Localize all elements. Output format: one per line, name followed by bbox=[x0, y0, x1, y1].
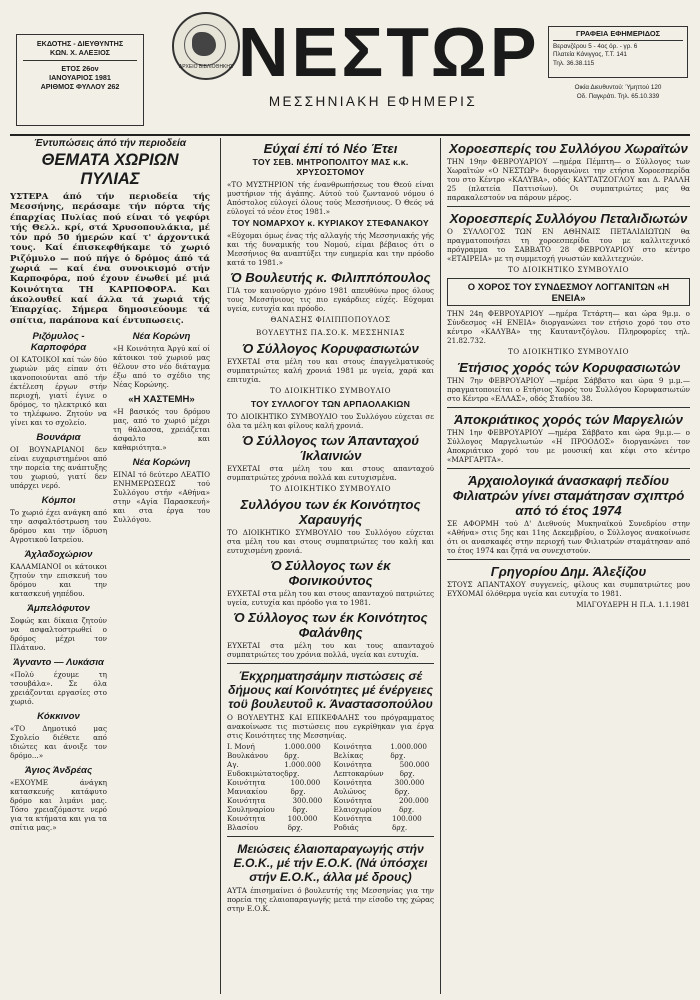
article-text: «Εύχομαι όμως ένας τής αλλαγής τής Μεσσηνιακής γής και τής δυναμικής του Νομού, είμαι βέβαιος ότι ο Μεσσήνιος θα αναπτύξει την ευημερία και την πρόοδο κατά το 1981.» bbox=[227, 231, 434, 267]
publisher-name: ΚΩΝ. Χ. ΑΛΕΞΙΟΣ bbox=[50, 48, 110, 57]
article-text: Ο ΒΟΥΛΕΥΤΗΣ ΚΑΙ ΕΠΙΚΕΦΑΛΗΣ του πρόγραμματος ανακοίνωσε τις πιστώσεις που εγκρίθηκαν για έργα στις Κοινότητες της Μεσσηνίας. bbox=[227, 713, 434, 740]
article-headline: Ό Βουλευτής κ. Φιλιππόπουλος bbox=[230, 270, 431, 285]
section-title: Άγναντο — Λυκάσια bbox=[12, 656, 105, 668]
section-text: «ΕΧΟΥΜΕ άνάγκη κατασκευής κατάφυτο δρόμο και λιμάνι μας. Τόσο χρειαζόμαστε νερό για τα κτήματα και για τα σπίτια μας.» bbox=[10, 777, 107, 832]
office-line: Βερανζέρου 5 - 4ος όρ. - γρ. 6 bbox=[553, 42, 638, 50]
address-line: Οικία Διευθυντού: Ύμηττού 120 bbox=[574, 84, 662, 91]
article-text: ΣΕ ΑΦΟΡΜΗ τού Δ' Διεθνούς Μυκηναϊκού Συνεδρίου στην «Αθήνα» στις 5ης και 11ης Δεκεμβρίου, ο Σύλλογος ανακοίνωσε ότι οι ανασκαφές στην περιοχή των Φιλιατρών σταμάτησαν από το έτος 1974 και ζητά να συνεχιστούν. bbox=[447, 519, 690, 555]
grant-item: Κοινότητα Μανιακίου 100.000 δρχ. bbox=[227, 778, 321, 796]
section-title: Κόμποι bbox=[41, 494, 76, 506]
newspaper-title: ΝΕΣΤΩΡ bbox=[238, 13, 540, 91]
section-text: ΟΙ ΚΑΤΟΙΚΟΙ καί τών δύο χωριών μάς είπαν ότι ικανοποιούνται από τήν έκτέλεση έργων στήν περιοχή, γιατί έγινε ο δρόμος, το ηλεκτρικό και το τηλέφωνο. Ζητούν να γίνει και το σχολείο. bbox=[10, 354, 107, 427]
newspaper-subtitle: ΜΕΣΣΗΝΙΑΚΗ ΕΦΗΜΕΡΙΣ bbox=[268, 94, 478, 109]
date: ΙΑΝΟΥΑΡΙΟΣ 1981 bbox=[49, 73, 111, 82]
article-text: ΤΗΝ 19ην ΦΕΒΡΟΥΑΡΙΟΥ —ημέρα Πέμπτη— ο Σύλλογος των Χωραϊτών «Ο ΝΕΣΤΩΡ» διοργανώνει την ετήσια Χοροεσπερίδα του στο Κέντρο «ΚΑΛΥΒΑ», οδός ΚΑΥΤΑΤΖΟΓΛΟΥ και Δ. ΡΑΛΛΗ 25 (πλατεία Παττισίων). Οι συμπατριώτες μας θα παρακαλεστούν να πάρουν μέρος. bbox=[447, 157, 690, 202]
subcolumn-right bbox=[113, 326, 210, 834]
office-line: Πλατεία Κάνιγγος, Τ.Τ. 141 bbox=[553, 51, 627, 59]
office-box bbox=[548, 26, 688, 78]
article-headline: Ό Σύλλογος των Άπανταχού Ίκλαινιών bbox=[241, 433, 420, 463]
article-headline: Εύχαί έπί τό Νέο Έτει bbox=[263, 141, 398, 156]
seal-text: ΑΡΧΕΙΟ ΒΙΒΛΙΟΘΗΚΗΣ bbox=[178, 64, 234, 70]
section-title: Άγιος Άνδρέας bbox=[24, 764, 93, 776]
address-line: Οδ. Παγκράτι. Τηλ. 65.10.339 bbox=[576, 92, 660, 100]
signature: ΘΑΝΑΣΗΣ ΦΙΛΙΠΠΟΠΟΥΛΟΣ bbox=[270, 315, 391, 324]
section-text: «ΤΟ Δημοτικό μας Σχολείο διέθετε από ιδιώτες και άνοιξε τον δρόμο...» bbox=[10, 723, 107, 760]
office-title: ΓΡΑΦΕΙΑ ΕΦΗΜΕΡΙΔΟΣ bbox=[553, 30, 683, 41]
archive-seal-icon bbox=[172, 12, 240, 80]
section-text: ΕΙΝΑΙ τό δεύτερο ΛΕΑΤΙΟ ΕΝΗΜΕΡΩΣΕΩΣ τού Συλλόγου στήν «Αθήνα» στην «Αγία Παρασκευή» και στα έργα του Συλλόγου. bbox=[113, 469, 210, 524]
year: ΕΤΟΣ 26ον bbox=[61, 64, 99, 73]
column-left bbox=[10, 138, 210, 994]
publisher-label: ΕΚΔΟΤΗΣ - ΔΙΕΥΘΥΝΤΗΣ bbox=[36, 39, 124, 48]
article-headline: Συλλόγου των έκ Κοινότητος Χαραυγής bbox=[240, 497, 421, 527]
subcolumns bbox=[10, 326, 210, 834]
article-headline: Μειώσεις έλαιοπαραγωγής στήν Ε.Ο.Κ., μέ τήν Ε.Ο.Κ. (Νά ύπόσχει στήν Ε.Ο.Κ., άλλα μέ δρους) bbox=[233, 842, 428, 884]
section-title: Άχλαδοχώριον bbox=[24, 548, 93, 560]
article-footer: ΤΟ ΔΙΟΙΚΗΤΙΚΟ ΣΥΜΒΟΥΛΙΟ bbox=[269, 386, 392, 395]
signature: ΜΙΛΓΟΥΔΕΡΗ Η Π.Α. 1.1.1981 bbox=[576, 600, 690, 609]
section-text: Το χωριό έχει ανάγκη από την ασφαλτόστρωση του δρόμου και την ίδρυση Αγροτικού Ιατρείου. bbox=[10, 507, 107, 544]
section-title: Νέα Κορώνη bbox=[132, 330, 191, 342]
article-text: ΤΗΝ 24η ΦΕΒΡΟΥΑΡΙΟΥ —ημέρα Τετάρτη— και ώρα 9μ.μ. ο Σύνδεσμος «Η ΕΝΕΙΑ» διοργανώνει τον ετήσιο χορό του στο κέντρο «ΚΑΛΥΒΑ» της Καυταντζόγλου. Πληροφορίες τηλ. 21.82.732. bbox=[447, 309, 690, 345]
article-footer: ΤΟ ΔΙΟΙΚΗΤΙΚΟ ΣΥΜΒΟΥΛΙΟ bbox=[269, 484, 392, 493]
kicker: Έντυπώσεις άπό τήν περιοδεία bbox=[33, 138, 187, 149]
article-footer: ΤΟ ΔΙΟΙΚΗΤΙΚΟ ΣΥΜΒΟΥΛΙΟ bbox=[507, 265, 630, 274]
grant-item: Αγ. Ευδοκιμώτατος 1.000.000 δρχ. bbox=[227, 760, 321, 778]
subcolumn-left bbox=[10, 326, 107, 834]
article-headline: Άρχαιολογικά άνασκαφή πεδίου Φιλιατρών γίνει σταμάτησαν σχιπτρό από τό έτος 1974 bbox=[452, 473, 685, 518]
article-text: ΕΥΧΕΤΑΙ στα μέλη του και τους απανταχού συμπατριώτες του χρόνια πολλά, υγεία και ευτυχία. bbox=[227, 641, 434, 659]
section-text: «Η Κοινότητα Άργύ καί οί κάτοικοι τού χωριού μας θέλουν στο νέο διάταγμα έξω από το σχέδιο της Νέας Κορώνης. bbox=[113, 343, 210, 389]
section-text: ΚΑΛΑΜΙΑΝΟΙ οι κάτοικοι ζητούν την επισκευή του δρόμου και την κατασκευή γηπέδου. bbox=[10, 561, 107, 598]
section-title: Νέα Κορώνη bbox=[132, 456, 191, 468]
grant-item: Κοινότητα Βλασίου 100.000 δρχ. bbox=[227, 814, 318, 832]
article-text: «ΤΟ ΜΥΣΤΗΡΙΟΝ τής ένανθρωπήσεως του Θεού είναι μυστήριον τής άγάπης. Αύτού τού ζωντανού νόμου ό Απόστολος εύλογεί όλους τούς Μεσσήνιους. Ό Θεός νά εύλογεί τό νέον έτος 1981.» bbox=[227, 180, 434, 216]
grant-item: Κοινότητα Λεπτοκαρύων 500.000 δρχ. bbox=[333, 760, 430, 778]
grant-item: Κοινότητα Βελίκας 1.000.000 δρχ. bbox=[333, 742, 427, 760]
office-line: Τηλ. 36.38.115 bbox=[553, 59, 595, 67]
article-text: ΕΥΧΕΤΑΙ στα μέλη του και στους απανταχού συμπατριώτες χρόνια πολλά και ευτυχισμένα. bbox=[227, 464, 434, 482]
section-title: «Η ΧΑΣΤΕΜΗ» bbox=[128, 393, 195, 405]
article-headline: ΤΟΥ ΣΥΛΛΟΓΟΥ ΤΩΝ ΑΡΠΑΟΛΑΚΙΩΝ bbox=[250, 399, 411, 409]
article-text: Ο ΣΥΛΛΟΓΟΣ ΤΩΝ ΕΝ ΑΘΗΝΑΙΣ ΠΕΤΑΛΙΔΙΩΤΩΝ θα πραγματοποιήσει τη χοροεσπερίδα του με καλλιτεχνικό πρόγραμμα το ΣΑΒΒΑΤΟ 28 ΦΕΒΡΟΥΑΡΙΟΥ στο κέντρο «ΕΤΑΙΡΕΙΑ» με τη συμμετοχή γνωστών καλλιτεχνών. bbox=[447, 227, 690, 263]
section-title: Βουνάρια bbox=[36, 431, 81, 443]
column-right bbox=[440, 138, 690, 994]
article-headline: Γρηγορίου Δημ. Άλεξίζου bbox=[490, 564, 647, 579]
article-text: ΤΟ ΔΙΟΙΚΗΤΙΚΟ ΣΥΜΒΟΥΛΙΟ του Συλλόγου εύχεται στα μέλη του και στους συμπατριώτες του καλή και ευτυχισμένη χρονιά. bbox=[227, 528, 434, 555]
article-text: ΕΥΧΕΤΑΙ στα μέλη του και στους απανταχού πατριώτες υγεία, ευτυχία και πρόοδο για το 1981. bbox=[227, 589, 434, 607]
article-headline: Ό Σύλλογος Κορυφασιωτών bbox=[242, 341, 419, 356]
article-text: ΤΟ ΔΙΟΙΚΗΤΙΚΟ ΣΥΜΒΟΥΛΙΟ του Συλλόγου εύχεται σε όλα τα μέλη και φίλους καλή χρονιά. bbox=[227, 412, 434, 430]
article-text: ΓΙΑ τον καινούργιο χρόνο 1981 απευθύνω προς όλους τους Μεσσήνιους τις πιο εγκάρδιες εύχές. Εύχομαι υγεία, ευτυχία και πρόοδο. bbox=[227, 286, 434, 313]
article-headline: Ο ΧΟΡΟΣ ΤΟΥ ΣΥΝΔΕΣΜΟΥ ΛΟΓΓΑΝΙΤΩΝ «Η ΕΝΕΙΑ» bbox=[447, 278, 690, 306]
article-headline: ΤΟΥ ΝΟΜΑΡΧΟΥ κ. ΚΥΡΙΑΚΟΥ ΣΤΕΦΑΝΑΚΟΥ bbox=[232, 218, 429, 228]
article-columns bbox=[10, 138, 690, 994]
issue-number: ΑΡΙΘΜΟΣ ΦΥΛΛΟΥ 262 bbox=[40, 82, 120, 91]
article-text: ΤΗΝ 7ην ΦΕΒΡΟΥΑΡΙΟΥ —ημέρα Σάββατο και ώρα 9 μ.μ.— πραγματοποιείται ο Ετήσιος Χορός του Συλλόγου Κορυφασιωτών στο Κέντρο «ΕΛΛΑΣ», οδός Σταδίου 38. bbox=[447, 376, 690, 403]
grant-item: Κοινότητα Ροδιάς 100.000 δρχ. bbox=[333, 814, 422, 832]
section-text: «Η βασικός του δρόμου μας, από το χωριό μέχρι τη θάλασσα, χρειάζεται άσφαλτο και καθαριότητα.» bbox=[113, 406, 210, 452]
column-middle bbox=[220, 138, 434, 994]
signature-role: ΒΟΥΛΕΥΤΗΣ ΠΑ.ΣΟ.Κ. ΜΕΣΣΗΝΙΑΣ bbox=[256, 328, 405, 337]
grant-item: Ι. Μονή Βουλκάνου 1.000.000 δρχ. bbox=[227, 742, 321, 760]
grant-item: Κοινότητα Αυλώνος 300.000 δρχ. bbox=[333, 778, 425, 796]
article-headline: Έκχρηματησάμην πιστώσεις σέ δήμους καί Κοινότητες μέ ένέργειες τοϋ βουλευτοΰ κ. Άναστασοπούλου bbox=[228, 669, 433, 711]
grant-item: Κοινότητα Ελαιοχωρίου 200.000 δρχ. bbox=[333, 796, 429, 814]
article-byline: ΤΟΥ ΣΕΒ. ΜΗΤΡΟΠΟΛΙΤΟΥ ΜΑΣ κ.κ. ΧΡΥΣΟΣΤΟΜΟΥ bbox=[252, 157, 409, 177]
article-headline: Ό Σύλλογος των έκ Κοινότητος Φαλάνθης bbox=[233, 610, 428, 640]
section-text: Σοφώς και δίκαια ζητούν να ασφαλτοστρωθεί ο δρόμος μέχρι τον Πλάτανο. bbox=[10, 615, 107, 652]
publisher-box bbox=[16, 34, 144, 126]
masthead bbox=[10, 6, 690, 136]
article-text: ΣΤΟΥΣ ΑΠΑΝΤΑΧΟΥ συγγενείς, φίλους και συμπατριώτες μου ΕΥΧΟΜΑΙ όλόθερμα υγεία και ευτυχία το 1981. bbox=[447, 580, 690, 598]
article-text: ΑΥΤΑ έπισημαίνει ό βουλευτής της Μεσσηνίας για την πορεία της ελαιοπαραγωγής μετά την είσοδο της χώρας στην Ε.Ο.Κ. bbox=[227, 886, 434, 913]
section-title: Άμπελόφυτον bbox=[27, 602, 90, 614]
article-footer: ΤΟ ΔΙΟΙΚΗΤΙΚΟ ΣΥΜΒΟΥΛΙΟ bbox=[507, 347, 630, 356]
grants-list bbox=[227, 742, 434, 832]
article-headline: Άποκριάτικος χορός τών Μαργελιών bbox=[454, 412, 683, 427]
grants-left bbox=[227, 742, 328, 832]
section-title: Ριζόμυλος - Καρποφόρα bbox=[30, 330, 87, 353]
article-headline: Χοροεσπερίς του Συλλόγου Χωραϊτών bbox=[449, 141, 688, 156]
article-headline: Χοροεσπερίς Συλλόγου Πεταλιδιωτών bbox=[449, 211, 688, 226]
grant-item: Κοινότητα Σουληναρίου 300.000 δρχ. bbox=[227, 796, 323, 814]
grants-right bbox=[334, 742, 435, 832]
article-text: ΕΥΧΕΤΑΙ στα μέλη του και στους έπαγγελματικούς συμπατριώτες καλή χρονιά 1981 με υγεία, χαρά και επιτυχία. bbox=[227, 357, 434, 384]
article-headline: Ό Σύλλογος των έκ Φοινικούντος bbox=[270, 558, 391, 588]
section-text: «Πολύ έχουμε τη τσουβάλα». Σε όλα χρειάζονται εργασίες στο χωριό. bbox=[10, 669, 107, 706]
article-headline: Έτήσιος χορός τών Κορυφασιωτών bbox=[456, 360, 681, 375]
section-title: Κόκκινον bbox=[37, 710, 80, 722]
article-text: ΤΗΝ 1ην ΦΕΒΡΟΥΑΡΙΟΥ —ημέρα Σάββατο και ώρα 9μ.μ.— ο Σύλλογος Μαργελιωτών «Η ΠΡΟΟΔΟΣ» διοργανώνει τον Αποκριάτικο χορό του με μουσική και κέφι στο κέντρο «ΜΑΡΓΑΡΙΤΑ». bbox=[447, 428, 690, 464]
main-headline: ΘΕΜΑΤΑ ΧΩΡΙΩΝ ΠΥΛΙΑΣ bbox=[41, 151, 179, 188]
lead-paragraph: ΥΣΤΕΡΑ άπό τήν περιοδεία τής Μεσσήνης, περάσαμε τήν πόρτα τής έπαρχίας Πυλίας πού είναι τό γεφύρι τής Θελλ. κρί, στά Χρυσοπουλάκια, μέ τόν πρό 50 ήμερών καί τ' άρχοντικά τους. Καί έπισκεφθήκαμε τό χωριό Ριζόμυλο — πού πήγε ό δρόμος άπό τά χωριά — καί ένα συνοικισμό στήν Καρποφόρα, πού έχουν ένωθεί μέ μιά Κοινότητα ΤΗ ΚΑΡΠΟΦΟΡΑ. Και άκολουθεί καί άλλα τά χωριά τής Έπαρχίας. Σήμερα δημοσιεύουμε τά σπίτια, παράπονα καί έντυπωσεις. bbox=[10, 192, 210, 326]
address-box bbox=[548, 84, 688, 101]
section-text: ΟΙ ΒΟΥΝΑΡΙΑΝΟΙ δεν είναι ευχαριστημένοι από την πορεία της ανάπτυξης του χωριού, γιατί δεν υπάρχει νερό. bbox=[10, 444, 107, 490]
